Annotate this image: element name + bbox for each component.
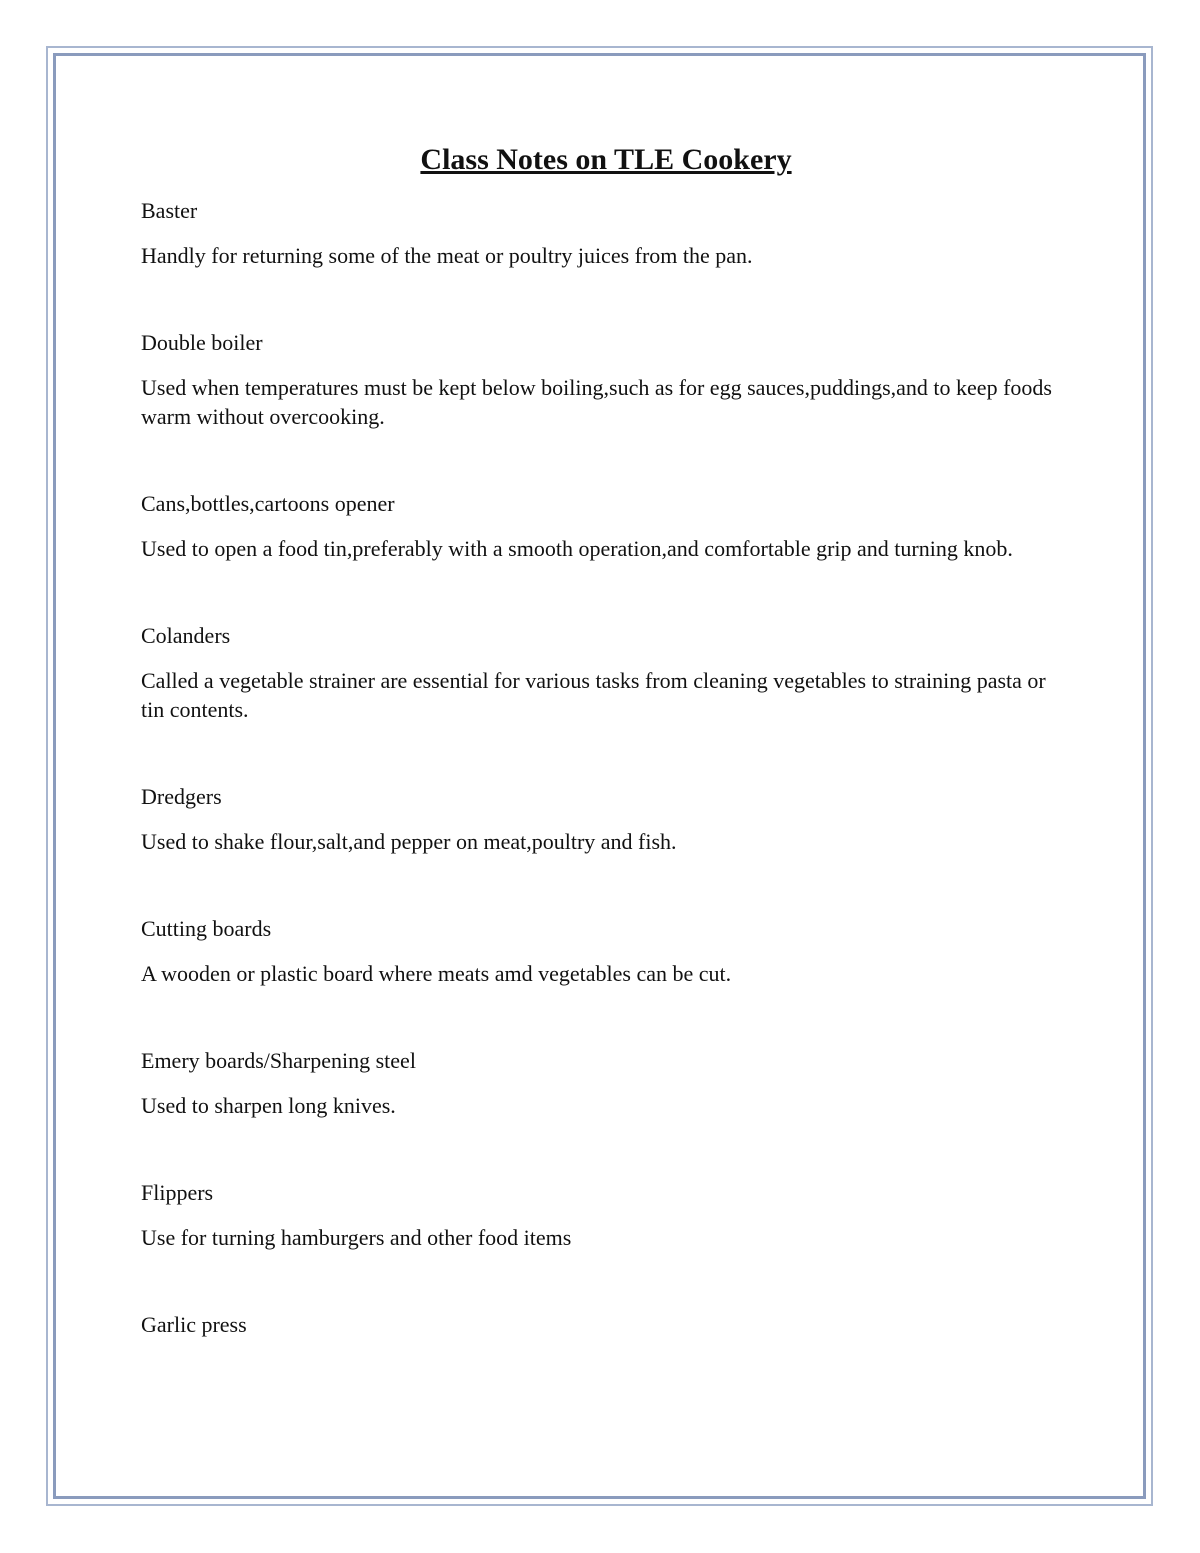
entry-term: Cans,bottles,cartoons opener [141, 491, 395, 516]
entry-term: Colanders [141, 623, 231, 648]
entry-emery-boards [141, 1046, 1071, 1120]
entry-garlic-press [141, 1310, 1071, 1340]
entry-flippers [141, 1178, 1071, 1252]
entry-term: Cutting boards [141, 916, 272, 941]
entry-term: Emery boards/Sharpening steel [141, 1048, 416, 1073]
entry-description: Handly for returning some of the meat or poultry juices from the pan. [141, 243, 753, 268]
entry-double-boiler [141, 328, 1071, 431]
entry-description: Used to shake flour,salt,and pepper on meat,poultry and fish. [141, 829, 677, 854]
entry-description: Use for turning hamburgers and other food items [141, 1225, 572, 1250]
entry-description: Called a vegetable strainer are essential for various tasks from cleaning vegetables to straining pasta or tin contents. [141, 668, 1046, 722]
entry-opener [141, 489, 1071, 563]
entry-description: Used when temperatures must be kept below boiling,such as for egg sauces,puddings,and to keep foods warm without overcooking. [141, 375, 1052, 429]
entry-term: Baster [141, 198, 198, 223]
entry-description: A wooden or plastic board where meats amd vegetables can be cut. [141, 961, 732, 986]
entry-term: Flippers [141, 1180, 214, 1205]
entry-colanders [141, 621, 1071, 724]
entry-dredgers [141, 782, 1071, 856]
entry-baster [141, 196, 1071, 270]
entry-term: Garlic press [141, 1312, 247, 1337]
entry-description: Used to sharpen long knives. [141, 1093, 396, 1118]
entry-cutting-boards [141, 914, 1071, 988]
document-title: Class Notes on TLE Cookery [420, 143, 792, 176]
entry-term: Dredgers [141, 784, 222, 809]
document-body [141, 138, 1071, 1398]
entry-term: Double boiler [141, 330, 263, 355]
entry-description: Used to open a food tin,preferably with a smooth operation,and comfortable grip and turning knob. [141, 536, 1013, 561]
